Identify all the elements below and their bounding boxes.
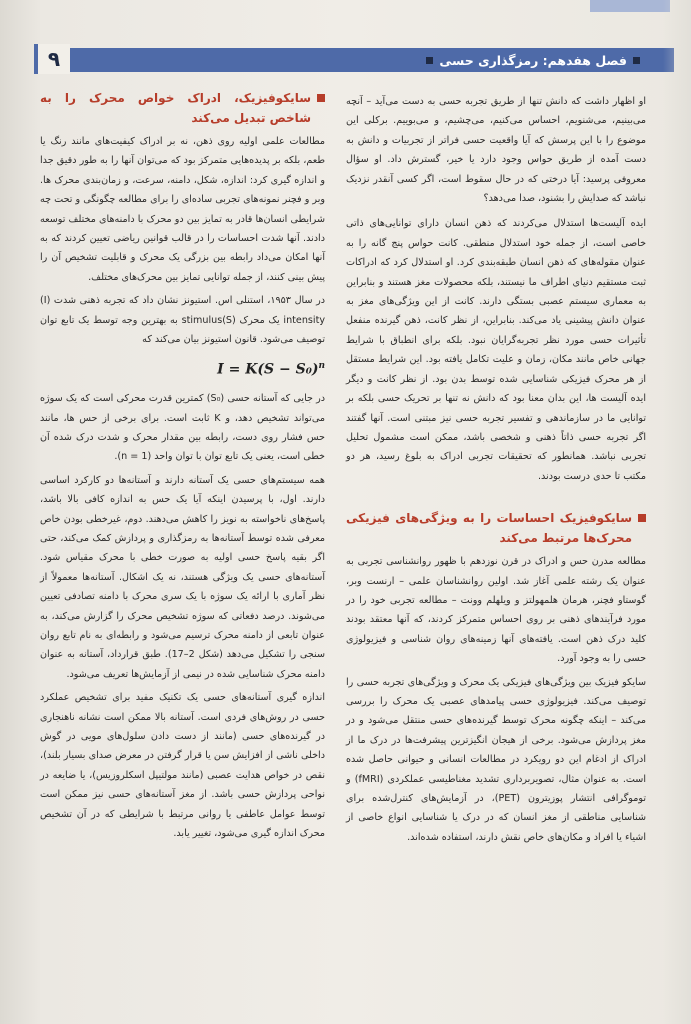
section-heading	[40, 88, 325, 128]
header-square-icon	[633, 57, 640, 64]
paragraph: مطالعه مدرن حس و ادراک در قرن نوزدهم با ظهور روانشناسی تجربی به عنوان یک رشته علمی آغاز شد. اولین روانشناسان علمی – ارنست وبر، گوستاو فچنر، هرمان هلمهولتز و ویلهلم وونت – مطالعه تجربی خود را در مورد فرآیندهای ذهنی بر روی احساس متمرکز کردند، که آنها معتقد بودند کلید درک ذهن است. یافته‌های آنها زمینه‌های روان شناسی و فیزیولوژی حسی را به وجود آورد.	[346, 556, 646, 665]
formula-text: I = K(S − S₀)	[217, 362, 319, 379]
paragraph: اندازه گیری آستانه‌های حسی یک تکنیک مفید برای تشخیص عملکرد حسی در روش‌های فردی است. آستانه بالا ممکن است نشانه ناهنجاری در گیرنده‌های حسی (مانند از دست دادن سلول‌های مویی در گوش داخلی ناشی از افزایش سن یا قرار گرفتن در معرض صدای بسیار بلند)، نقص در خواص هدایت عصبی (مانند مولتیپل اسکلروزیس)، یا ضایعه در نواحی پردازش حسی باشد. از مغز آستانه‌های حسی نیز ممکن است توسط عوامل عاطفی یا روانی مرتبط با شرایطی که در آن تشخیص محرک اندازه گیری می‌شود، تغییر یابد.	[40, 692, 325, 840]
paragraph: همه سیستم‌های حسی یک آستانه دارند و آستانه‌ها دو کارکرد اساسی دارند. اول، با پرسیدن اینکه آیا یک حس به اندازه کافی بالا باشد، پاسخ‌های ناخواسته به نویز را کاهش می‌دهند. دوم، غیرخطی بودن خاص معرفی شده توسط آستانه‌ها به رمزگذاری و پردازش کمک می‌کند، حتی اگر بقیه پاسخ حسی اولیه به صورت خطی با محرک مقیاس شود. آستانه‌های حسی یک ویژگی هستند، نه یک اشکال. آستانه‌ها معمولاً از نظر آماری با ارائه یک سوژه با یک سری محرک با دامنه تصادفی تعیین می‌شوند. درصد دفعاتی که سوژه تشخیص محرک را گزارش می‌کند، به عنوان تابعی از دامنه محرک ترسیم می‌شود و رابطه‌ای به نام تابع روان سنجی را تشکیل می‌دهد (شکل 2–17). طبق قرارداد، آستانه به عنوان دامنه محرک شناسایی شده در نیمی از آزمایش‌ها تعریف می‌شود.	[40, 474, 325, 680]
chapter-title-text: فصل هفدهم: رمزگذاری حسی	[439, 52, 627, 68]
paragraph: مطالعات علمی اولیه روی ذهن، نه بر ادراک کیفیت‌های مانند رنگ یا طعم، بلکه بر پدیده‌هایی متمرکز بود که می‌توان آنها را به طور دقیق جدا و اندازه گیری کرد: اندازه، شکل، دامنه، سرعت، و زمان‌بندی محرک ها. وبر و فچنر نمونه‌های تجربی ساده‌ای را برای مطالعه چگونگی و تحت چه شرایطی انسان‌ها قادر به تمایز بین دو محرک با دامنه‌های مختلف توسعه دادند. آنها شدت احساسات را در قالب قوانین ریاضی تعیین کردند که به آنها امکان می‌داد رابطه بین بزرگی یک محرک و قابلیت تشخیص آن را پیش بینی کنند، از جمله توانایی تمایز بین محرک‌های مختلف.	[40, 136, 325, 283]
page-number: ۹	[34, 44, 70, 74]
paragraph: ایده آلیست‌ها استدلال می‌کردند که ذهن انسان دارای توانایی‌های ذاتی خاصی است، از جمله خود استدلال منطقی. کانت حواس پنج گانه را به عنوان مقوله‌های که ذهن انسان طبقه‌بندی کرد. او استدلال کرد که ادراکات ثبت مستقیم دنیای اطراف ما نیستند، بلکه محصولات مغز هستند و بنابراین به معماری سیستم عصبی بستگی دارند. کانت از این ویژگی‌های مغز به عنوان دانش پیشینی یاد می‌کند. بنابراین، از نظر کانت، ذهن گیرنده منفعل تأثیرات حسی مورد نظر تجربه‌گرایان نبود. بلکه برای انطباق با شرایط جهانی خاص مانند مکان، زمان و علیت تکامل یافته بود. این شرایط مستقل از هر محرک فیزیکی شناسایی شده توسط بدن بود. از نظر کانت و دیگر ایده آلیست ها، این بدان معنا بود که دانش نه تنها بر تحریک حسی بلکه بر توانایی ما در سازماندهی و تفسیر تجربه حسی نیز مبتنی است. آنها گفتند اگر تجربه حسی ذاتاً ذهنی و شخصی باشد، ممکن است مشمول تحلیل تجربی نباشد. همانطور که تحقیقات تجربی ادراک به بلوغ رسید، هر دو مکتب تا حدی درست بودند.	[346, 218, 646, 482]
stevens-law-formula	[40, 355, 325, 381]
paragraph: در سال ۱۹۵۳، استنلی اس. استیونز نشان داد که تجربه ذهنی شدت (I) intensity یک محرک stimulus(S) به بهترین وجه توسط یک تابع توان توصیف می‌شود. قانون استیونز بیان می‌کند که	[40, 295, 326, 346]
page-top-tab	[590, 0, 670, 12]
section-heading-text: سایکوفیزیک، ادراک خواص محرک را به شاخص تبدیل می‌کند	[40, 91, 311, 125]
chapter-header-bar	[34, 48, 674, 72]
section-heading	[346, 508, 646, 548]
page-edge-shadow	[663, 0, 691, 1024]
heading-square-icon	[317, 94, 325, 102]
section-heading-text: سایکوفیزیک احساسات را به ویژگی‌های فیزیکی محرک‌ها مرتبط می‌کند	[346, 511, 632, 546]
paragraph: در جایی که آستانه حسی (S₀) کمترین قدرت محرکی است که یک سوژه می‌تواند تشخیص دهد، و K ثابت است. برای برخی از حس ها، مانند حس فشار روی دست، رابطه بین مقدار محرک و شدت درک شده آن خطی است، یعنی یک تابع توان با توان واحد (n = 1).	[40, 393, 326, 463]
right-column	[346, 92, 646, 848]
chapter-title	[426, 48, 674, 72]
heading-square-icon	[638, 514, 646, 522]
header-square-icon	[426, 57, 433, 64]
paragraph: او اظهار داشت که دانش تنها از طریق تجربه حسی به دست می‌آید – آنچه می‌بینیم، می‌شنویم، احساس می‌کنیم، می‌چشیم، و می‌بوییم. برکلی این موضوع را با این پرسش که آیا واقعیت حسی فراتر از تجربیات و دانش به دست آمده از طریق حواس وجود دارد یا خیر، گسترش داد. او سؤال معروفی پرسید: آیا درختی که در حال سقوط است، اگر کسی آنقدر نزدیک نباشد که صدایش را بشنود، صدا می‌دهد؟	[346, 96, 646, 205]
left-column	[40, 88, 325, 844]
formula-exponent: n	[318, 361, 325, 372]
paragraph: سایکو فیزیک بین ویژگی‌های فیزیکی یک محرک و ویژگی‌های تجربه حسی را توصیف می‌کند. فیزیولوژی حسی پیامدهای عصبی یک محرک را بررسی می‌کند – اینکه چگونه محرک توسط گیرنده‌های حسی منتقل می‌شود و در مغز پردازش می‌شود. برخی از هیجان انگیزترین پیشرفت‌ها در درک ما از ادراک از ادغام این دو رویکرد در مطالعات انسانی و حیوانی حاصل شده است. به عنوان مثال، تصویربرداری تشدید مغناطیسی عملکردی (fMRI) و توموگرافی انتشار پوزیترون (PET)، در آزمایش‌های کنترل‌شده برای شناسایی مناطقی از مغز انسان که در درک یا شناسایی انواع خاصی از اشیاء یا افراد و مکان‌های خاص نقش دارند، استفاده شده‌اند.	[346, 676, 646, 843]
